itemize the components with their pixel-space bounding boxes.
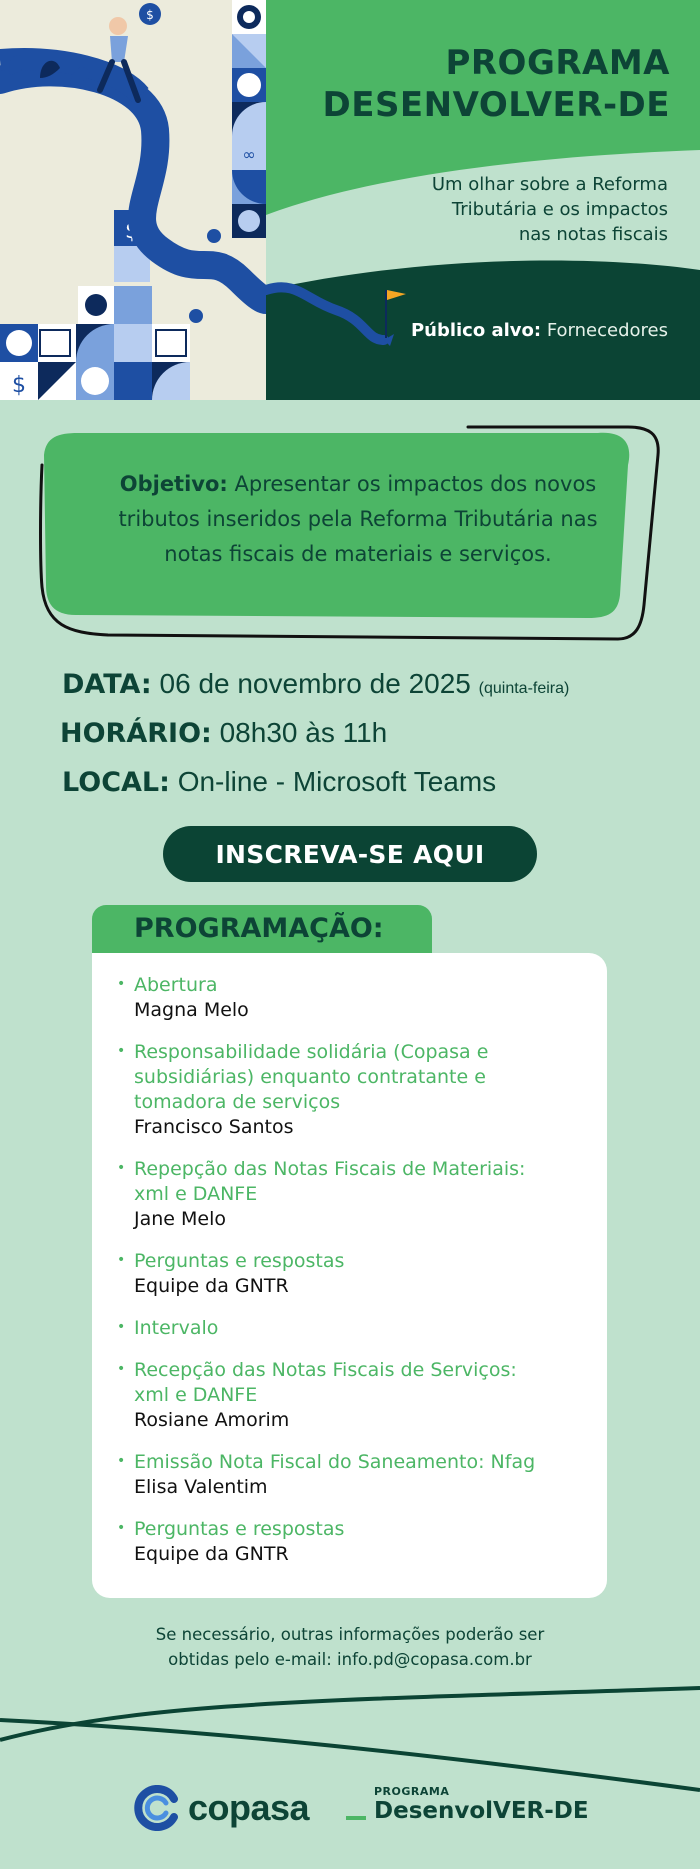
programme-card [92,953,607,1598]
desenvolver-logo-bar [346,1816,366,1820]
programme-item [117,1450,574,1500]
bullet-icon: • [117,1319,126,1335]
objective-label: Objetivo: [119,472,228,496]
footer-waves [0,1680,700,1869]
program-title-line2: DESENVOLVER-DE [322,85,670,125]
programme-item-speaker: Jane Melo [134,1208,227,1230]
event-location [62,766,496,798]
time-value: 08h30 às 11h [219,717,388,748]
bullet-icon: • [117,1520,126,1536]
objective-line1: Apresentar os impactos dos novos [234,472,597,496]
programme-item-title: xml e DANFE [134,1384,258,1406]
subtitle-line3: nas notas fiscais [518,224,668,245]
programme-item-speaker: Magna Melo [134,999,249,1021]
programme-item-speaker: Equipe da GNTR [134,1543,289,1565]
programme-item-title: Emissão Nota Fiscal do Saneamento: Nfag [134,1451,536,1473]
target-audience [411,320,668,341]
event-date [62,668,569,700]
bullet-icon: • [117,1252,126,1268]
header-title-panel [266,0,700,400]
header-banner [0,0,700,400]
programme-item-title: Abertura [134,974,218,996]
programme-item [117,1249,574,1299]
bullet-icon: • [117,976,126,992]
program-title-line1: PROGRAMA [445,43,670,83]
svg-text:$: $ [12,373,26,398]
programme-item-title: Perguntas e respostas [134,1518,345,1540]
copasa-logo-text: copasa [188,1787,310,1828]
programme-item-title: Intervalo [134,1317,219,1339]
register-button[interactable]: INSCREVA-SE AQUI [163,826,537,882]
desenvolver-logo-small: PROGRAMA [374,1785,450,1798]
date-value: 06 de novembro de 2025 [159,668,471,699]
programme-item-title: tomadora de serviços [134,1091,341,1113]
programme-item [117,1040,574,1140]
bullet-icon: • [117,1043,126,1059]
programme-item [117,1358,574,1433]
programme-list [117,973,574,1584]
subtitle-line2: Tributária e os impactos [451,199,668,220]
programme-item [117,1157,574,1232]
programme-item-title: Repepção das Notas Fiscais de Materiais: [134,1158,526,1180]
svg-text:$: $ [125,219,139,244]
desenvolver-logo [346,1785,589,1824]
audience-label: Público alvo: [410,320,542,341]
programme-item-speaker: Equipe da GNTR [134,1275,289,1297]
programme-item-speaker: Rosiane Amorim [134,1409,290,1431]
time-label: HORÁRIO: [60,718,212,749]
bullet-icon: • [117,1453,126,1469]
objective-box [38,425,663,645]
date-label: DATA: [62,669,152,700]
program-subtitle [368,172,668,247]
programme-item-title: Recepção das Notas Fiscais de Serviços: [134,1359,517,1381]
objective-line3: notas fiscais de materiais e serviços. [164,542,552,566]
footer-note-line1: Se necessário, outras informações poderão ser [155,1625,545,1644]
subtitle-line1: Um olhar sobre a Reforma [431,174,668,195]
objective-text [88,467,628,572]
program-title [323,42,671,126]
place-label: LOCAL: [62,767,170,798]
svg-text:$: $ [146,8,154,22]
place-value: On-line - Microsoft Teams [177,766,497,797]
footer-contact-note [0,1622,700,1672]
header-illustration [0,0,266,400]
svg-text:∞: ∞ [242,145,256,164]
event-time [60,717,387,749]
programme-item-speaker: Francisco Santos [134,1116,294,1138]
desenvolver-logo-name: DesenvolVER-DE [374,1798,589,1824]
programme-item-title: Perguntas e respostas [134,1250,345,1272]
bullet-icon: • [117,1160,126,1176]
programme-item-title: subsidiárias) enquanto contratante e [134,1066,486,1088]
programme-item [117,1517,574,1567]
programme-item-title: xml e DANFE [134,1183,258,1205]
objective-line2: tributos inseridos pela Reforma Tributária nas [118,507,598,531]
copasa-logo-icon [134,1785,180,1831]
programme-item [117,973,574,1023]
programme-heading: PROGRAMAÇÃO: [134,913,384,944]
bullet-icon: • [117,1361,126,1377]
copasa-logo [134,1785,309,1831]
date-weekday: (quinta-feira) [478,680,570,697]
programme-item-title: Responsabilidade solidária (Copasa e [134,1041,489,1063]
footer-note-line2: obtidas pelo e-mail: info.pd@copasa.com.br [168,1650,532,1669]
programme-item-speaker: Elisa Valentim [134,1476,268,1498]
illustration-graphic [0,0,266,400]
audience-value: Fornecedores [546,320,668,341]
programme-item [117,1316,574,1341]
